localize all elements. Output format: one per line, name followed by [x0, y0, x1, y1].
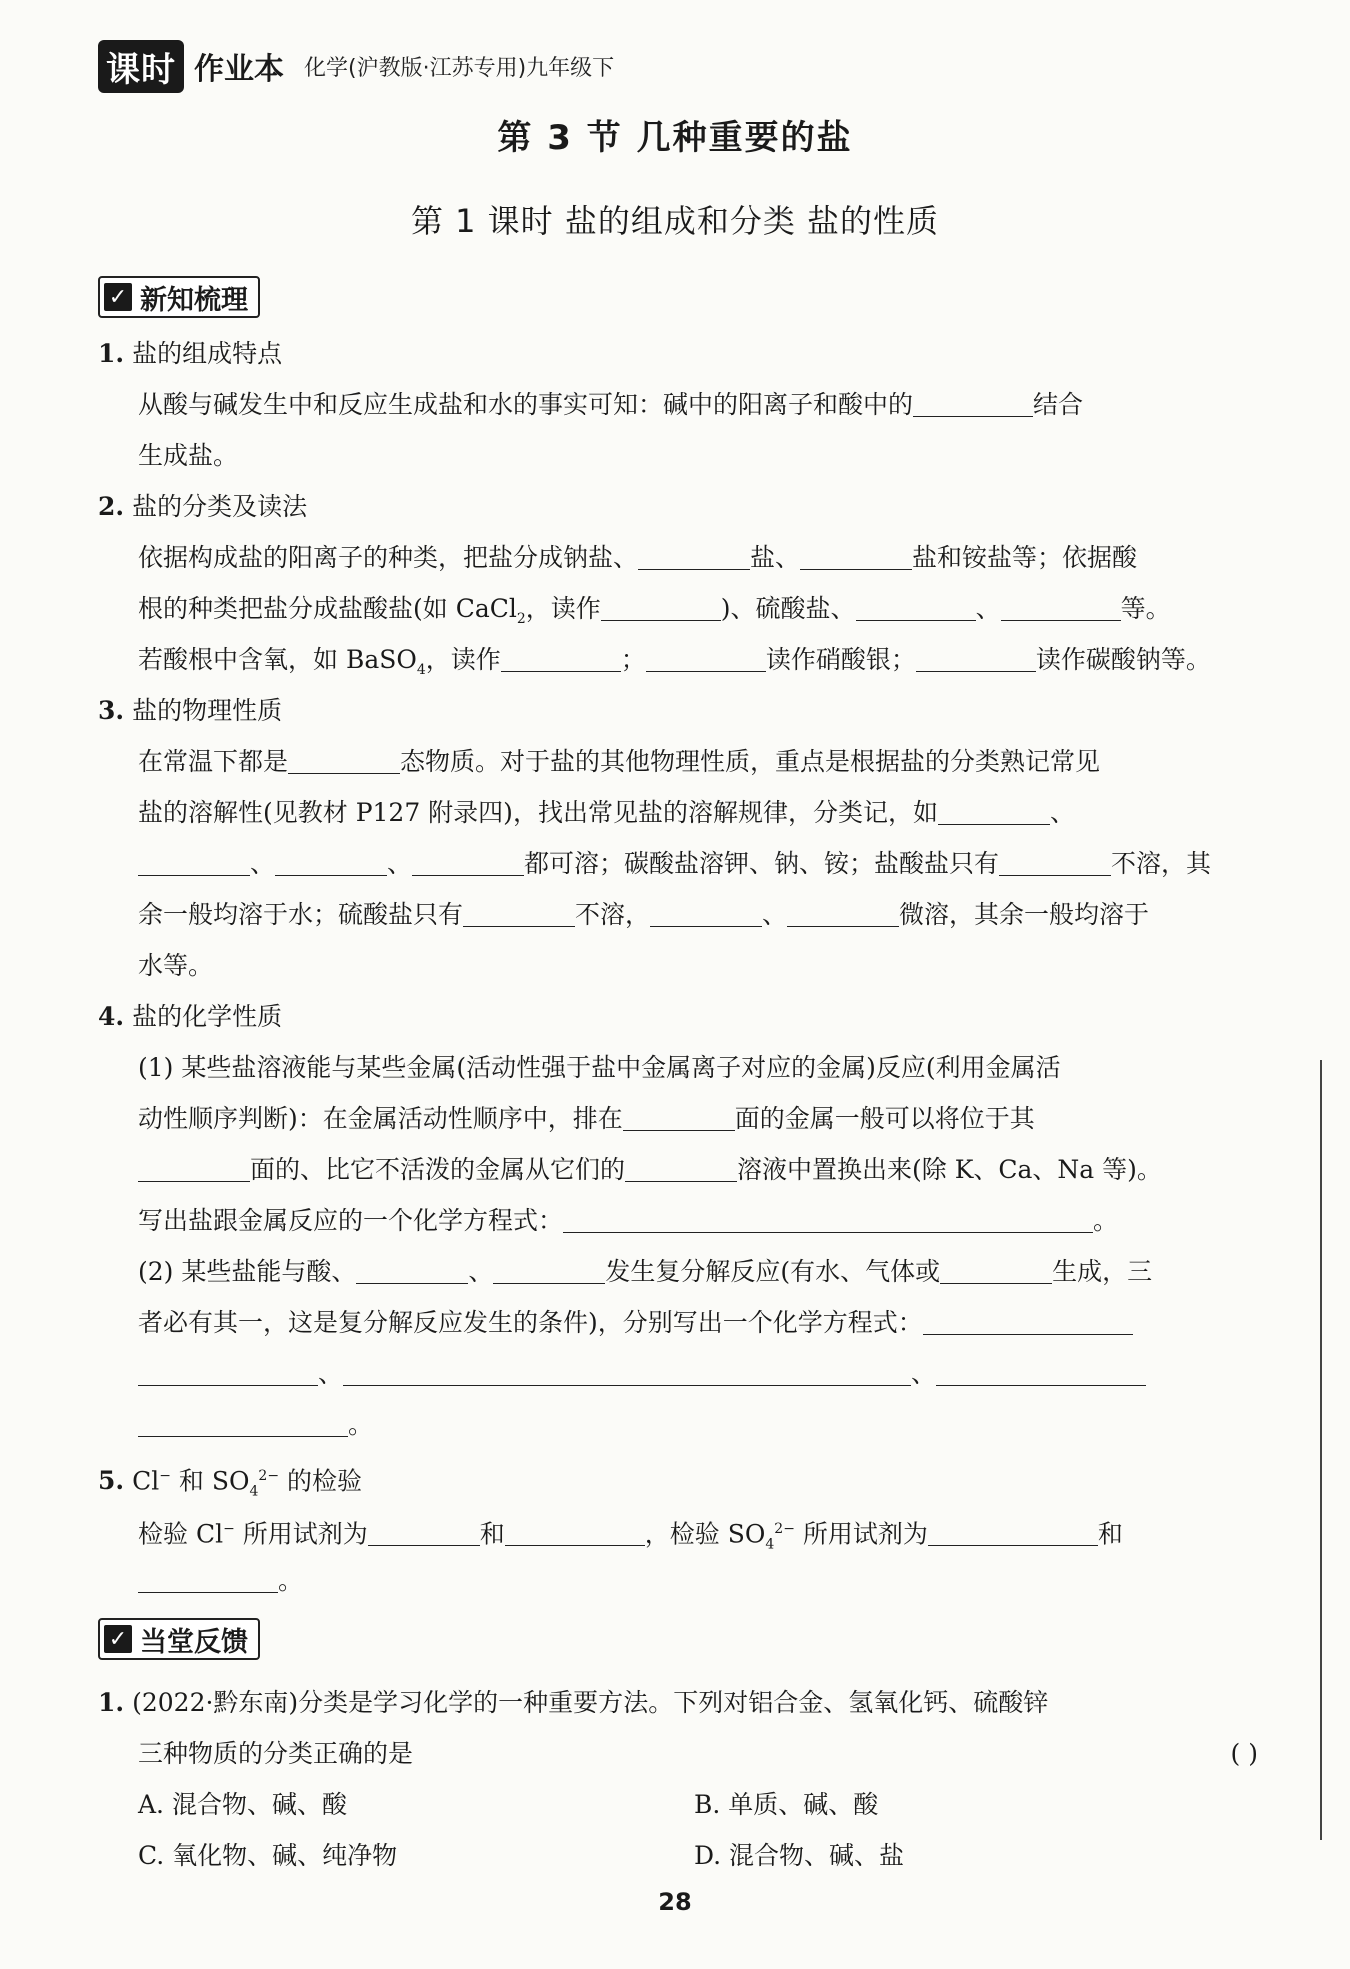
option-c[interactable]: C. 氧化物、碱、纯净物 [138, 1841, 398, 1870]
blank[interactable] [288, 747, 400, 774]
feedback-label: 当堂反馈 [140, 1626, 248, 1658]
blank[interactable] [787, 900, 899, 927]
q3-title-line: 3. 盐的物理性质 [98, 696, 283, 725]
blank[interactable] [623, 1104, 735, 1131]
section-title: 第 3 节 几种重要的盐 [497, 118, 853, 158]
check-icon: ✓ [104, 283, 132, 311]
q5-line-2: 。 [138, 1564, 1298, 1598]
blank[interactable] [999, 849, 1111, 876]
margin-rule [1320, 1060, 1322, 1840]
q4-part1-line-4: 写出盐跟金属反应的一个化学方程式： 。 [138, 1206, 1119, 1235]
q2-line-3: 若酸根中含氧，如 BaSO$_4$，读作 ； 读作硝酸银； 读作碳酸钠等。 [138, 645, 1211, 678]
answer-paren[interactable]: ( ) [1230, 1739, 1258, 1768]
blank[interactable] [646, 645, 766, 672]
blank[interactable] [463, 900, 575, 927]
q3-line-3: 、 、 都可溶；碳酸盐溶钾、钠、铵；盐酸盐只有 不溶，其 [138, 847, 1298, 881]
option-d[interactable]: D. 混合物、碱、盐 [694, 1841, 905, 1870]
new-knowledge-label: 新知梳理 [140, 284, 248, 316]
q3-line-2: 盐的溶解性(见教材 P127 附录四)，找出常见盐的溶解规律，分类记，如 、 [138, 798, 1075, 827]
blank[interactable] [493, 1257, 605, 1284]
blank[interactable] [138, 1155, 250, 1182]
q4-part2-line-1: (2) 某些盐能与酸、 、 发生复分解反应(有水、气体或 生成，三 [138, 1257, 1153, 1286]
blank[interactable] [916, 645, 1036, 672]
blank[interactable] [356, 1257, 468, 1284]
option-a[interactable]: A. 混合物、碱、酸 [138, 1790, 347, 1819]
blank[interactable] [938, 798, 1050, 825]
page-header [98, 40, 614, 92]
q4-part1-line-1: (1) 某些盐溶液能与某些金属(活动性强于盐中金属离子对应的金属)反应(利用金属活 [138, 1053, 1061, 1082]
blank[interactable] [856, 594, 976, 621]
q3-line-5: 水等。 [138, 951, 214, 980]
new-knowledge-header [98, 276, 260, 318]
q2-line-1: 依据构成盐的阳离子的种类，把盐分成钠盐、 盐、 盐和铵盐等；依据酸 [138, 543, 1138, 572]
option-b[interactable]: B. 单质、碱、酸 [694, 1790, 879, 1819]
q1-line-2: 生成盐。 [138, 441, 239, 470]
q4-part2-line-4: 。 [138, 1408, 1298, 1442]
q2-title-line: 2. 盐的分类及读法 [98, 492, 308, 521]
logo: 课时 [98, 40, 184, 93]
fb-q1-line-1: 1. (2022·黔东南)分类是学习化学的一种重要方法。下列对铝合金、氢氧化钙、硫酸锌 [98, 1688, 1049, 1717]
blank[interactable] [138, 1410, 348, 1437]
q2-line-2: 根的种类把盐分成盐酸盐(如 CaCl$_2$，读作 )、硫酸盐、 、 等。 [138, 594, 1171, 627]
blank[interactable] [800, 543, 912, 570]
q4-part1-line-2: 动性顺序判断)：在金属活动性顺序中，排在 面的金属一般可以将位于其 [138, 1104, 1035, 1133]
check-icon: ✓ [104, 1625, 132, 1653]
blank[interactable] [940, 1257, 1052, 1284]
blank[interactable] [928, 1519, 1098, 1546]
blank[interactable] [368, 1519, 480, 1546]
blank[interactable] [501, 645, 621, 672]
feedback-header [98, 1618, 260, 1660]
blank[interactable] [505, 1519, 645, 1546]
blank[interactable] [1001, 594, 1121, 621]
brand-name: 作业本 [194, 52, 284, 87]
blank[interactable] [412, 849, 524, 876]
blank[interactable] [138, 1566, 278, 1593]
q4-title-line: 4. 盐的化学性质 [98, 1002, 283, 1031]
q1-line-1: 从酸与碱发生中和反应生成盐和水的事实可知：碱中的阳离子和酸中的 结合 [138, 390, 1084, 419]
blank[interactable] [638, 543, 750, 570]
q1-title-line: 1. 盐的组成特点 [98, 339, 283, 368]
blank[interactable] [625, 1155, 737, 1182]
page-number: 28 [658, 1888, 692, 1916]
blank[interactable] [138, 849, 250, 876]
q4-part2-line-3: 、 、 [138, 1357, 1298, 1391]
blank[interactable] [936, 1359, 1146, 1386]
q3-line-1: 在常温下都是 态物质。对于盐的其他物理性质，重点是根据盐的分类熟记常见 [138, 747, 1101, 776]
blank[interactable] [650, 900, 762, 927]
fb-q1-line-2: 三种物质的分类正确的是 ( ) [138, 1737, 1258, 1771]
blank[interactable] [601, 594, 721, 621]
blank[interactable] [923, 1308, 1133, 1335]
q4-part2-line-2: 者必有其一，这是复分解反应发生的条件)，分别写出一个化学方程式： [138, 1306, 1298, 1340]
blank[interactable] [275, 849, 387, 876]
blank[interactable] [913, 390, 1033, 417]
q4-part1-line-3: 面的、比它不活泼的金属从它们的 溶液中置换出来(除 K、Ca、Na 等)。 [138, 1153, 1298, 1187]
blank[interactable] [563, 1206, 1093, 1233]
blank[interactable] [343, 1359, 911, 1386]
lesson-title: 第 1 课时 盐的组成和分类 盐的性质 [410, 202, 940, 240]
book-subtitle: 化学(沪教版·江苏专用)九年级下 [304, 55, 615, 81]
q5-title-line: 5. Cl− 和 $SO_4^{2-}$ 的检验 [98, 1466, 363, 1500]
q5-line-1: 检验 Cl− 所用试剂为 和 ，检验 $SO_4^{2-}$ 所用试剂为 和 [138, 1519, 1123, 1553]
q3-line-4: 余一般均溶于水；硫酸盐只有 不溶， 、 微溶，其余一般均溶于 [138, 900, 1150, 929]
blank[interactable] [138, 1359, 318, 1386]
